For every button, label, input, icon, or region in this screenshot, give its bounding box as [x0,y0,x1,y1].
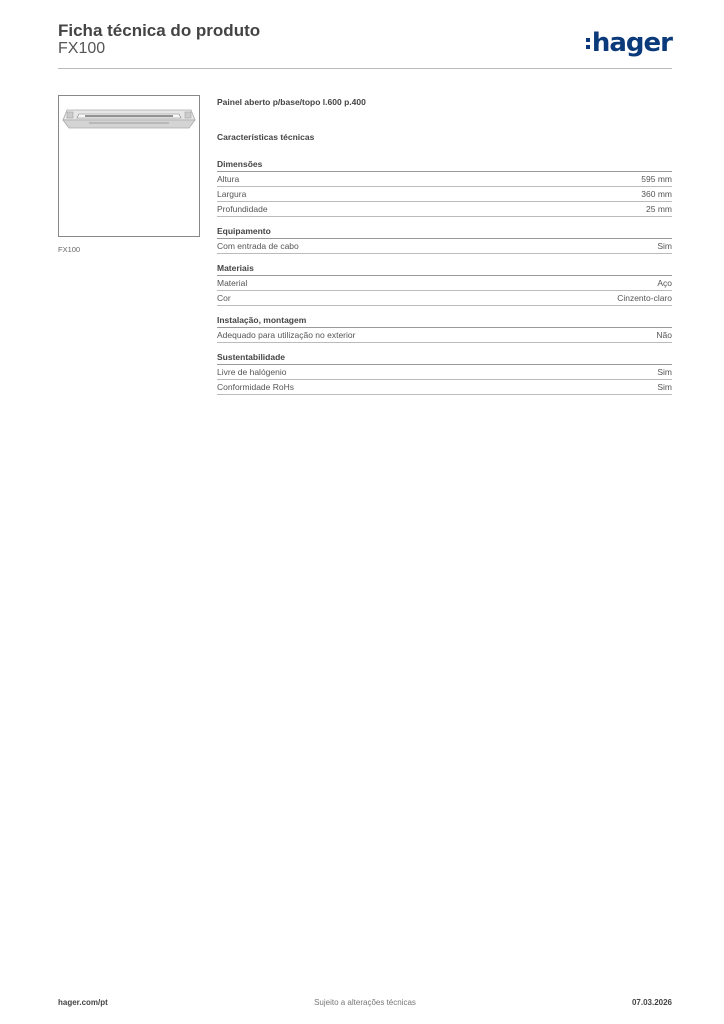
spec-value: 25 mm [646,204,672,214]
spec-content [217,97,672,403]
spec-label: Conformidade RoHs [217,382,295,392]
footer-website-link[interactable]: hager.com/pt [58,998,108,1007]
spec-row [217,380,672,395]
spec-group-sustentabilidade [217,351,672,395]
spec-row [217,365,672,380]
spec-label: Altura [217,174,240,184]
spec-group-equipamento [217,225,672,254]
header-divider [58,68,672,69]
product-image [58,95,200,237]
spec-value: Sim [657,241,672,251]
footer-date: 07.03.2026 [631,998,672,1007]
group-title: Materiais [217,262,672,276]
spec-value: 360 mm [641,189,672,199]
spec-row [217,239,672,254]
brand-logo [586,28,672,58]
product-description: Painel aberto p/base/topo l.600 p.400 [217,97,366,107]
spec-value: Não [656,330,672,340]
spec-value: Sim [657,367,672,377]
group-title: Equipamento [217,225,672,239]
footer-disclaimer: Sujeito a alterações técnicas [314,998,416,1007]
spec-row [217,291,672,306]
spec-row [217,276,672,291]
spec-value: Aço [657,278,672,288]
spec-label: Com entrada de cabo [217,241,299,251]
spec-label: Largura [217,189,247,199]
group-title: Instalação, montagem [217,314,672,328]
spec-row [217,172,672,187]
spec-label: Cor [217,293,231,303]
spec-value: 595 mm [641,174,672,184]
spec-label: Material [217,278,248,288]
image-caption: FX100 [58,245,81,254]
spec-row [217,328,672,343]
product-code: FX100 [58,40,106,57]
spec-group-dimensoes [217,158,672,217]
spec-label: Livre de halógenio [217,367,287,377]
group-title: Dimensões [217,158,672,172]
logo-dots-icon [586,35,590,52]
spec-group-materiais [217,262,672,306]
spec-row [217,187,672,202]
group-title: Sustentabilidade [217,351,672,365]
spec-label: Profundidade [217,204,268,214]
section-heading: Características técnicas [217,132,315,142]
product-panel-icon [59,96,199,236]
spec-value: Cinzento-claro [617,293,672,303]
spec-row [217,202,672,217]
spec-value: Sim [657,382,672,392]
logo-text: hager [591,28,672,58]
spec-group-instalacao [217,314,672,343]
spec-label: Adequado para utilização no exterior [217,330,356,340]
page-title: Ficha técnica do produto [58,21,261,40]
